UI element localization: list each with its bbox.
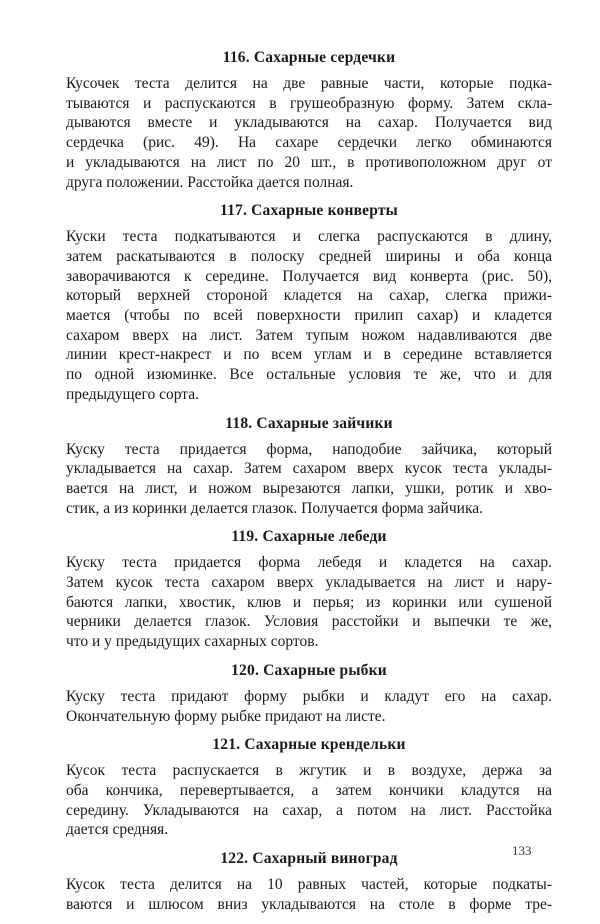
text-line: заворачиваются к середине. Получается вид конверта (рис. 50), xyxy=(66,267,552,285)
text-line: тываются и распускаются в грушеобразную форму. Затем скла- xyxy=(66,94,552,112)
text-line: Кусочек теста делится на две равные части, которые подка- xyxy=(66,75,552,92)
text-line: затем раскатываются в полоску средней ширины и оба конца xyxy=(66,247,552,265)
text-line: дываются вместе и укладываются на сахар. Получается вид xyxy=(66,114,552,132)
section-title: 117. Сахарные конверты xyxy=(220,202,398,220)
text-line: укладывается на сахар. Затем сахаром вверх кусок теста уклады- xyxy=(66,460,552,478)
text-line: стик, а из коринки делается глазок. Получается форма зайчика. xyxy=(66,499,483,517)
section-body xyxy=(66,687,552,726)
text-line: середину. Укладываются на сахар, а потом на лист. Расстойка xyxy=(66,801,552,819)
text-line: что и у предыдущих сахарных сортов. xyxy=(66,633,319,651)
section-body xyxy=(66,74,552,192)
section-title: 119. Сахарные лебеди xyxy=(231,528,387,546)
section-title: 121. Сахарные крендельки xyxy=(212,736,406,754)
text-line: друга положении. Расстойка дается полная. xyxy=(66,173,354,191)
section-body xyxy=(66,761,552,840)
text-line: оба кончика, перевертывается, а затем кончики кладутся на xyxy=(66,781,552,799)
text-line: Затем кусок теста сахаром вверх укладывается на лист и нару- xyxy=(66,574,552,592)
text-line: мается (чтобы по всей поверхности прилип сахар) и кладется xyxy=(66,307,552,325)
page-content xyxy=(66,48,552,924)
section-body xyxy=(66,875,552,914)
text-line: Кусок теста делится на 10 равных частей, которые подкаты- xyxy=(66,876,552,894)
section-title: 118. Сахарные зайчики xyxy=(225,414,393,432)
text-line: Кусок теста распускается в жгутик и в воздухе, держа за xyxy=(66,762,552,780)
text-line: дается средняя. xyxy=(66,821,169,839)
text-line: Окончательную форму рыбке придают на листе. xyxy=(66,707,386,725)
text-line: ваются и шлюсом вниз укладываются на столе в форме тре- xyxy=(66,895,552,913)
text-line: черники делается глазок. Условия расстойки и выпечки те же, xyxy=(66,613,552,631)
section-title: 116. Сахарные сердечки xyxy=(222,49,396,66)
text-line: сахаром вверх на лист. Затем тупым ножом надавливаются две xyxy=(66,326,552,344)
text-line: вается на лист, и ножом вырезаются лапки, ушки, ротик и хво- xyxy=(66,479,552,497)
text-line: предыдущего сорта. xyxy=(66,385,199,403)
text-line: который верхней стороной кладется на сахар, слегка прижи- xyxy=(66,287,552,305)
text-line: линии крест-накрест и по всем углам и в середине вставляется xyxy=(66,346,552,364)
section-title: 120. Сахарные рыбки xyxy=(231,661,387,679)
section-title: 122. Сахарный виноград xyxy=(220,850,398,868)
section-body xyxy=(66,553,552,652)
text-line: и укладываются на лист по 20 шт., в противоположном друг от xyxy=(66,153,552,171)
text-line: по одной изюминке. Все остальные условия те же, что и для xyxy=(66,366,552,384)
text-line: Куску теста придается форма лебедя и кладется на сахар. xyxy=(66,554,552,572)
text-line: Куску теста придается форма, наподобие зайчика, который xyxy=(66,440,552,458)
section-body xyxy=(66,227,552,404)
text-line: Куски теста подкатываются и слегка распускаются в длину, xyxy=(66,228,552,246)
section-body xyxy=(66,440,552,519)
text-line: Куску теста придают форму рыбки и кладут его на сахар. xyxy=(66,687,552,705)
text-line: баются лапки, хвостик, клюв и перья; из коринки или сушеной xyxy=(66,593,552,611)
page-number: 133 xyxy=(512,843,532,858)
text-line: сердечка (рис. 49). На сахаре сердечки легко обминаются xyxy=(66,134,552,152)
